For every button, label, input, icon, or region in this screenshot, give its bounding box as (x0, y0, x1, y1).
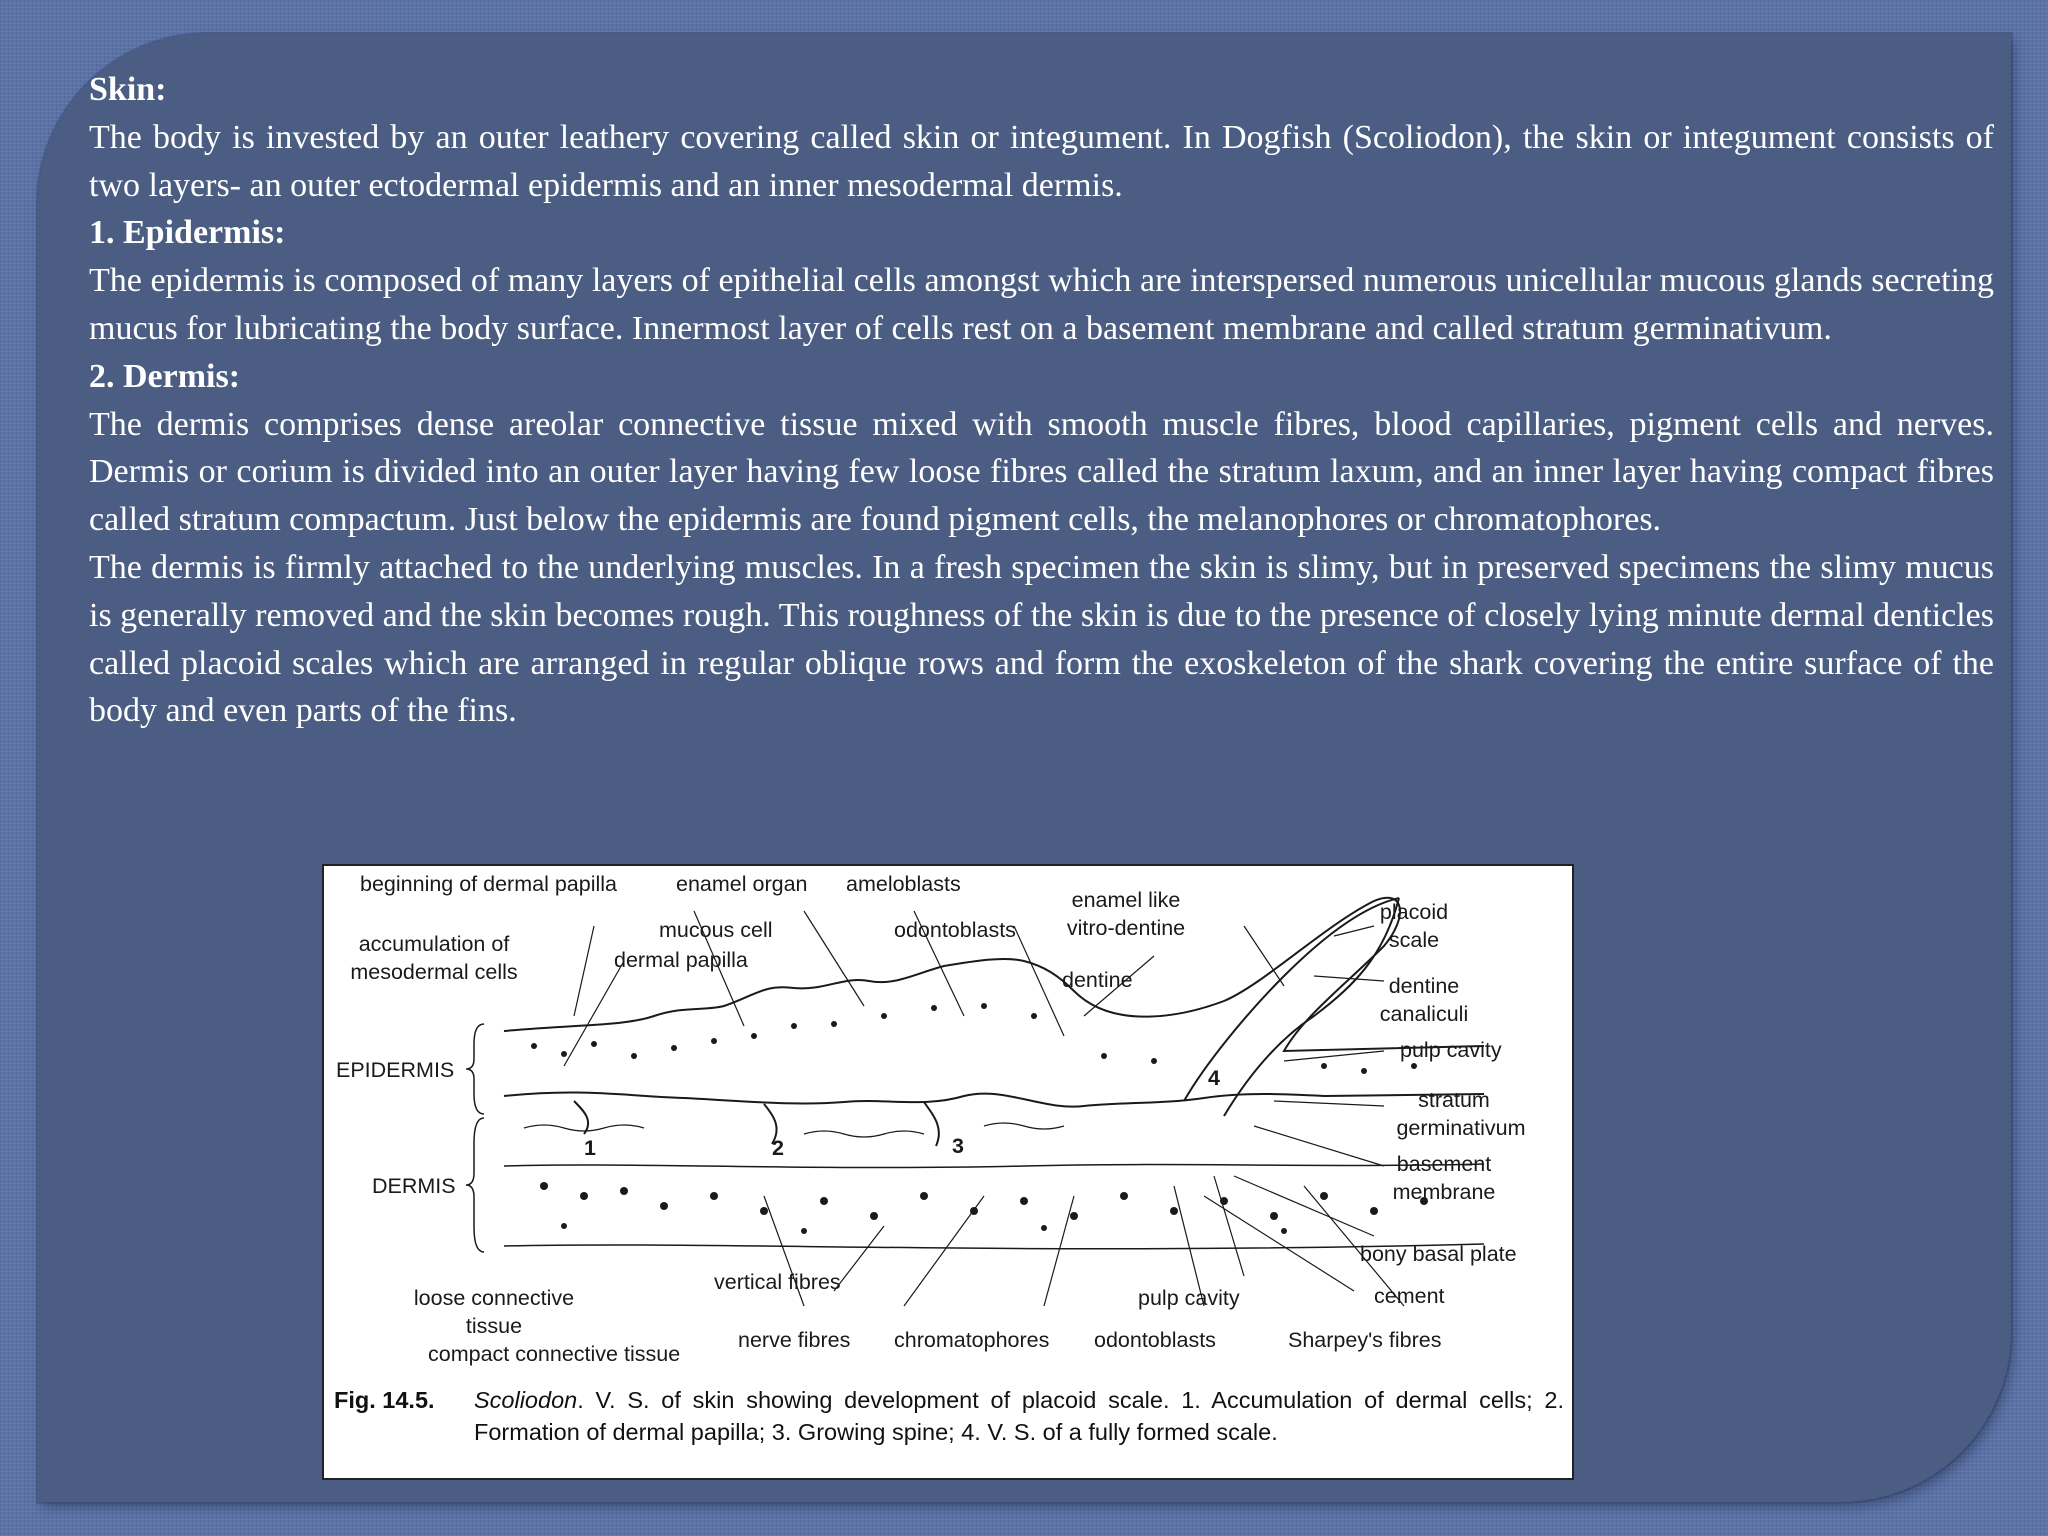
label-dentine-canaliculi-2: canaliculi (1379, 1002, 1469, 1026)
label-dentine: dentine (1062, 968, 1133, 992)
label-stage-4: 4 (1208, 1066, 1220, 1090)
dermis-paragraph-2: The dermis is firmly attached to the underlying muscles. In a fresh specimen the skin is slimy, but in preserved specimens the slimy mucus is generally removed and the skin becomes rough. This roughness of the skin is due to the presence of closely lying minute dermal denticles called placoid scales which are arranged in regular oblique rows and form the exoskeleton of the shark covering the entire surface of the body and even parts of the fins. (89, 548, 1994, 730)
label-membrane: membrane (1392, 1180, 1496, 1204)
label-germinativum: germinativum (1396, 1116, 1526, 1140)
dermis-paragraph-1: The dermis comprises dense areolar connective tissue mixed with smooth muscle fibres, blood capillaries, pigment cells and nerves. Dermis or corium is divided into an outer layer having few loose fibres called the stratum laxum, and an inner layer having compact fibres called stratum compactum. Just below the epidermis are found pigment cells, the melanophores or chromatophores. (89, 405, 1994, 539)
label-pulp-cavity-right: pulp cavity (1400, 1038, 1502, 1062)
label-mucous-cell: mucous cell (659, 918, 773, 942)
epidermis-paragraph: The epidermis is composed of many layers of epithelial cells amongst which are interspersed numerous unicellular mucous glands secreting mucus for lubricating the body surface. Innermost layer of cells rest on a basement membrane and called stratum germinativum. (89, 262, 1994, 347)
label-bony-basal-plate: bony basal plate (1360, 1242, 1517, 1266)
label-tissue: tissue (465, 1314, 523, 1338)
figure-caption-species: Scoliodon (474, 1387, 578, 1413)
label-loose-connective: loose connective (413, 1286, 575, 1310)
label-vertical-fibres: vertical fibres (714, 1270, 841, 1294)
label-basement: basement (1396, 1152, 1492, 1176)
epidermis-heading: 1. Epidermis: (89, 214, 286, 252)
label-epidermis: EPIDERMIS (336, 1058, 455, 1082)
figure-caption-text (474, 1384, 1564, 1448)
label-accumulation: accumulation of (358, 932, 510, 956)
label-ameloblasts: ameloblasts (846, 872, 961, 896)
skin-paragraph: The body is invested by an outer leathery covering called skin or integument. In Dogfish (Scoliodon), the skin or integument consists of two layers- an outer ectodermal epidermis and an inner mesodermal dermis. (89, 118, 1994, 204)
label-odontoblasts-bottom: odontoblasts (1094, 1328, 1216, 1352)
label-dermis: DERMIS (372, 1174, 456, 1198)
label-stage-3: 3 (952, 1134, 964, 1158)
label-stratum: stratum (1418, 1088, 1490, 1112)
label-dentine-canaliculi-1: dentine (1388, 974, 1460, 998)
label-vitro-dentine: vitro-dentine (1066, 916, 1186, 940)
label-enamel-like: enamel like (1071, 888, 1181, 912)
dermis-heading: 2. Dermis: (89, 357, 241, 395)
label-cement: cement (1374, 1284, 1445, 1308)
label-stage-2: 2 (772, 1136, 784, 1160)
figure-caption-body: . V. S. of skin showing development of placoid scale. 1. Accumulation of dermal cells; 2. Formation of dermal papilla; 3. Growing spine; 4. V. S. of a fully formed scale. (474, 1387, 1564, 1445)
label-enamel-organ: enamel organ (676, 872, 808, 896)
label-beginning-dermal-papilla: beginning of dermal papilla (360, 872, 617, 896)
label-mesodermal-cells: mesodermal cells (350, 960, 518, 984)
slide-text (89, 66, 1994, 735)
skin-heading: Skin: (89, 71, 167, 108)
label-sharpeys-fibres: Sharpey's fibres (1288, 1328, 1442, 1352)
label-pulp-cavity-bottom: pulp cavity (1138, 1286, 1240, 1310)
label-scale: scale (1388, 928, 1440, 952)
label-placoid: placoid (1379, 900, 1449, 924)
label-dermal-papilla: dermal papilla (614, 948, 748, 972)
label-nerve-fibres: nerve fibres (738, 1328, 851, 1352)
label-stage-1: 1 (584, 1136, 596, 1160)
skin-diagram-figure (322, 864, 1574, 1480)
label-odontoblasts-top: odontoblasts (894, 918, 1016, 942)
figure-number: Fig. 14.5. (334, 1387, 435, 1413)
label-chromatophores: chromatophores (894, 1328, 1050, 1352)
label-compact-connective: compact connective tissue (428, 1342, 681, 1366)
